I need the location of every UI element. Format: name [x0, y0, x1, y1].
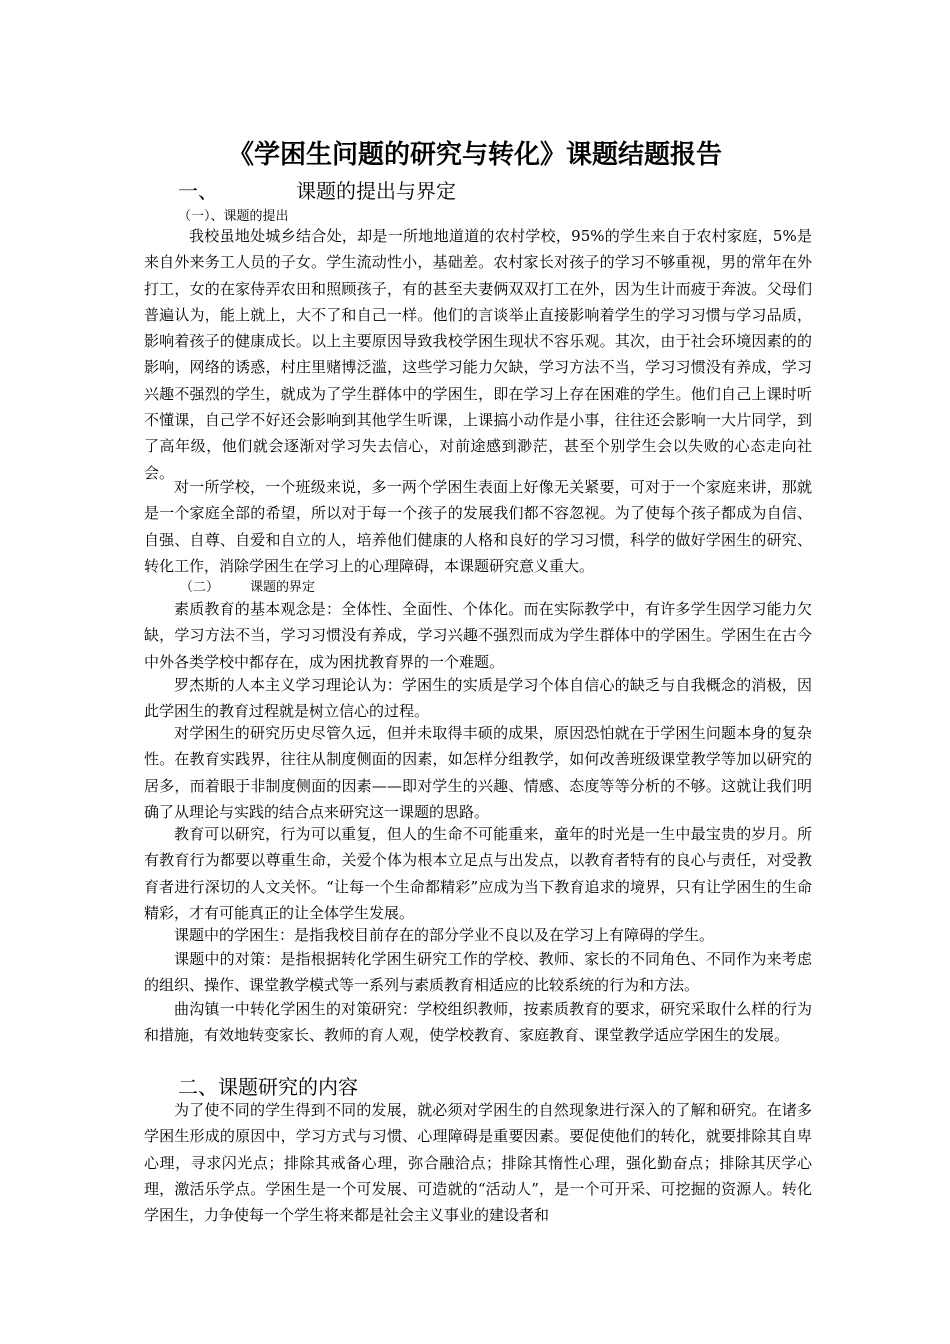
paragraph-significance: 对一所学校，一个班级来说，多一两个学困生表面上好像无关紧要，可对于一个家庭来讲，那就是一个家庭全部的希望，所以对于每一个孩子的发展我们都不容忽视。为了使每个孩子都成为自信、自强、自尊、自爱和自立的人，培养他们健康的人格和良好的学习习惯，科学的做好学困生的研究、转化工作，消除学困生在学习上的心理障碍，本课题研究意义重大。: [144, 478, 812, 575]
section-1-heading: 课题的提出与界定: [296, 179, 456, 203]
paragraph-research-history: 对学困生的研究历史尽管久远，但并未取得丰硕的成果，原因恐怕就在于学困生问题本身的复杂性。在教育实践界，往往从制度侧面的因素，如怎样分组教学，如何改善班级课堂教学等加以研究的居多，而着眼于非制度侧面的因素——即对学生的兴趣、情感、态度等等分析的不够。这就让我们明确了从理论与实践的结合点来研究这一课题的思路。: [144, 724, 812, 821]
subsection-2-heading: 课题的界定: [250, 580, 316, 595]
subsection-2-number: （二）: [180, 580, 220, 595]
paragraph-research-content: 为了使不同的学生得到不同的发展，就必须对学困生的自然现象进行深入的了解和研究。在诸多学困生形成的原因中，学习方式与习惯、心理障碍是重要因素。要促使他们的转化，就要排除其自卑心理，寻求闪光点；排除其戒备心理，弥合融洽点；排除其惰性心理，强化勤奋点；排除其厌学心理，激活乐学点。学困生是一个可发展、可造就的“活动人”，是一个可开采、可挖掘的资源人。转化学困生，力争使每一个学生将来都是社会主义事业的建设者和: [144, 1101, 812, 1225]
section-1-number: 一、: [178, 179, 218, 203]
paragraph-school-strategy: 曲沟镇一中转化学困生的对策研究：学校组织教师，按素质教育的要求，研究采取什么样的行为和措施，有效地转变家长、教师的育人观，使学校教育、家庭教育、课堂教学适应学困生的发展。: [144, 1000, 812, 1045]
report-title: 《学困生问题的研究与转化》课题结题报告: [227, 140, 722, 170]
paragraph-rogers-theory: 罗杰斯的人本主义学习理论认为：学困生的实质是学习个体自信心的缺乏与自我概念的消极，因此学困生的教育过程就是树立信心的过程。: [144, 676, 812, 721]
paragraph-definition-students: 课题中的学困生：是指我校目前存在的部分学业不良以及在学习上有障碍的学生。: [174, 926, 715, 944]
paragraph-definition-strategy: 课题中的对策：是指根据转化学困生研究工作的学校、教师、家长的不同角色、不同作为来考虑的组织、操作、课堂教学模式等一系列与素质教育相适应的比较系统的行为和方法。: [144, 950, 812, 995]
paragraph-background: 我校虽地处城乡结合处，却是一所地地道道的农村学校，95%的学生来自于农村家庭，5%是来自外来务工人员的子女。学生流动性小，基础差。农村家长对孩子的学习不够重视，男的常年在外打工，女的在家侍弄农田和照顾孩子，有的甚至夫妻俩双双打工在外，因为生计而疲于奔波。父母们普遍认为，能上就上，大不了和自己一样。他们的言谈举止直接影响着学生的学习习惯与学习品质，影响着孩子的健康成长。以上主要原因导致我校学困生现状不容乐观。其次，由于社会环境因素的的影响，网络的诱惑，村庄里赌博泛滥，这些学习能力欠缺，学习方法不当，学习习惯没有养成，学习兴趣不强烈的学生，就成为了学生群体中的学困生，即在学习上存在困难的学生。他们自己上课时听不懂课，自己学不好还会影响到其他学生听课，上课搞小动作是小事，往往还会影响一大片同学，到了高年级，他们就会逐渐对学习失去信心，对前途感到渺茫，甚至个别学生会以失败的心态走向社会。: [144, 227, 812, 482]
paragraph-quality-education: 素质教育的基本观念是：全体性、全面性、个体化。而在实际教学中，有许多学生因学习能力欠缺，学习方法不当，学习习惯没有养成，学习兴趣不强烈而成为学生群体中的学困生。学困生在古今中外各类学校中都存在，成为困扰教育界的一个难题。: [144, 600, 812, 671]
section-2-heading: 二、课题研究的内容: [178, 1075, 358, 1099]
paragraph-life-education: 教育可以研究，行为可以重复，但人的生命不可能重来，童年的时光是一生中最宝贵的岁月。所有教育行为都要以尊重生命，关爱个体为根本立足点与出发点，以教育者特有的良心与责任，对受教育者进行深切的人文关怀。“让每一个生命都精彩”应成为当下教育追求的境界，只有让学困生的生命精彩，才有可能真正的让全体学生发展。: [144, 825, 812, 922]
subsection-1-heading: （一）、课题的提出: [178, 209, 289, 224]
